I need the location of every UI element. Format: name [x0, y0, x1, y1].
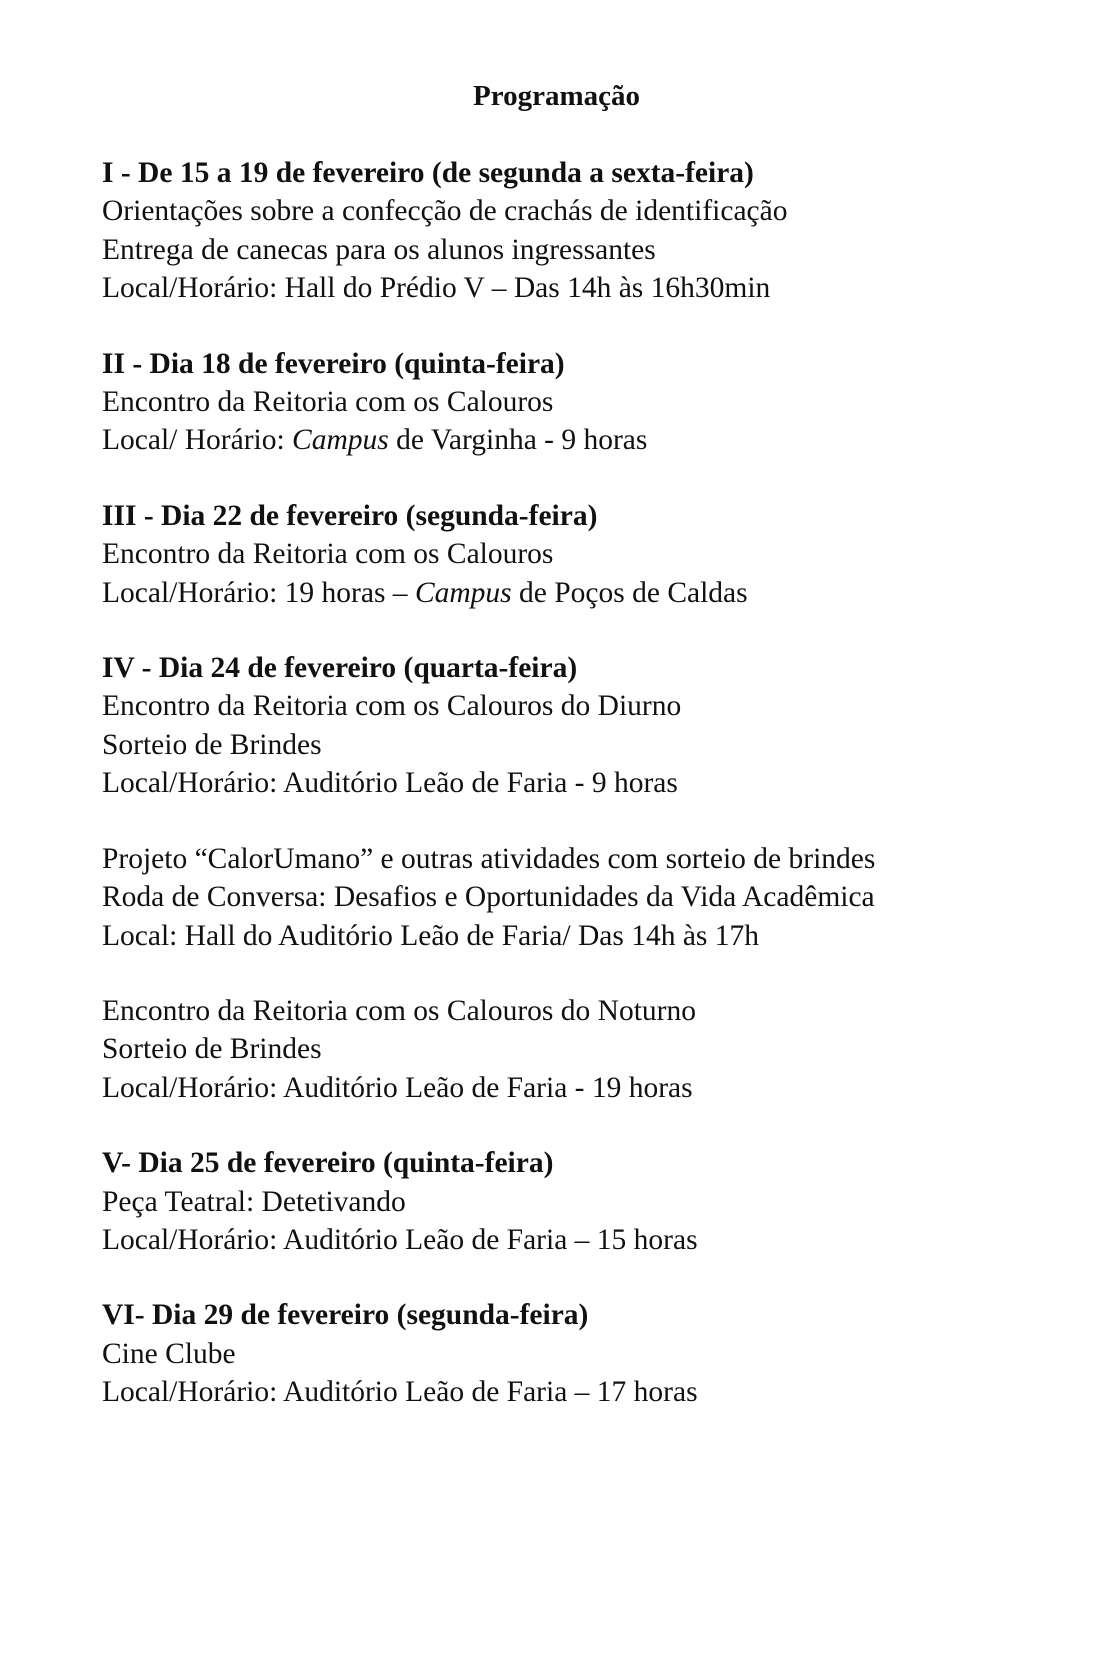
section-location-line: [102, 574, 1062, 612]
section-heading: V- Dia 25 de fevereiro (quinta-feira): [102, 1147, 554, 1180]
schedule-section-2: [102, 345, 1062, 460]
section-line: Cine Clube: [102, 1337, 236, 1370]
section-location-line: Local/Horário: Auditório Leão de Faria – 17 horas: [102, 1376, 698, 1409]
location-text: Local/Horário: 19 horas –: [102, 576, 415, 609]
section-location-line: Local/Horário: Auditório Leão de Faria - 9 horas: [102, 767, 678, 800]
section-location-line: Local/Horário: Hall do Prédio V – Das 14h às 16h30min: [102, 272, 771, 305]
section-line: Encontro da Reitoria com os Calouros do Diurno: [102, 690, 682, 723]
section-heading: III - Dia 22 de fevereiro (segunda-feira): [102, 499, 598, 532]
section-heading: II - Dia 18 de fevereiro (quinta-feira): [102, 347, 565, 380]
section-heading: VI- Dia 29 de fevereiro (segunda-feira): [102, 1299, 589, 1332]
schedule-section-6: [102, 1296, 1062, 1411]
section-line: Entrega de canecas para os alunos ingressantes: [102, 233, 656, 266]
section-location-line: [102, 421, 1062, 459]
schedule-section-4-afternoon: [102, 840, 1062, 955]
section-heading: I - De 15 a 19 de fevereiro (de segunda a sexta-feira): [102, 157, 754, 189]
schedule-content: [102, 154, 1062, 1449]
schedule-section-1: [102, 154, 1062, 308]
section-line: Orientações sobre a confecção de crachás de identificação: [102, 195, 788, 228]
section-line: Peça Teatral: Detetivando: [102, 1185, 406, 1218]
section-line: Roda de Conversa: Desafios e Oportunidades da Vida Acadêmica: [102, 881, 875, 914]
section-line: Projeto “CalorUmano” e outras atividades com sorteio de brindes: [102, 842, 876, 875]
section-line: Sorteio de Brindes: [102, 1033, 322, 1066]
section-line: Encontro da Reitoria com os Calouros do Noturno: [102, 994, 696, 1027]
page-title: Programação: [473, 80, 640, 112]
section-location-line: Local/Horário: Auditório Leão de Faria - 19 horas: [102, 1071, 693, 1104]
section-location-line: Local/Horário: Auditório Leão de Faria – 15 horas: [102, 1223, 698, 1256]
section-location-line: Local: Hall do Auditório Leão de Faria/ Das 14h às 17h: [102, 919, 760, 952]
section-heading: IV - Dia 24 de fevereiro (quarta-feira): [102, 652, 578, 685]
location-italic-text: Campus: [292, 424, 389, 457]
location-text: de Poços de Caldas: [511, 576, 748, 609]
section-line: Sorteio de Brindes: [102, 728, 322, 761]
location-text: Local/ Horário:: [102, 424, 293, 457]
location-text: de Varginha - 9 horas: [388, 424, 648, 457]
section-line: Encontro da Reitoria com os Calouros: [102, 538, 554, 571]
schedule-section-4: [102, 649, 1062, 803]
location-italic-text: Campus: [414, 576, 512, 609]
schedule-section-4-evening: [102, 992, 1062, 1107]
section-line: Encontro da Reitoria com os Calouros: [102, 386, 554, 419]
schedule-section-5: [102, 1144, 1062, 1259]
schedule-section-3: [102, 497, 1062, 612]
